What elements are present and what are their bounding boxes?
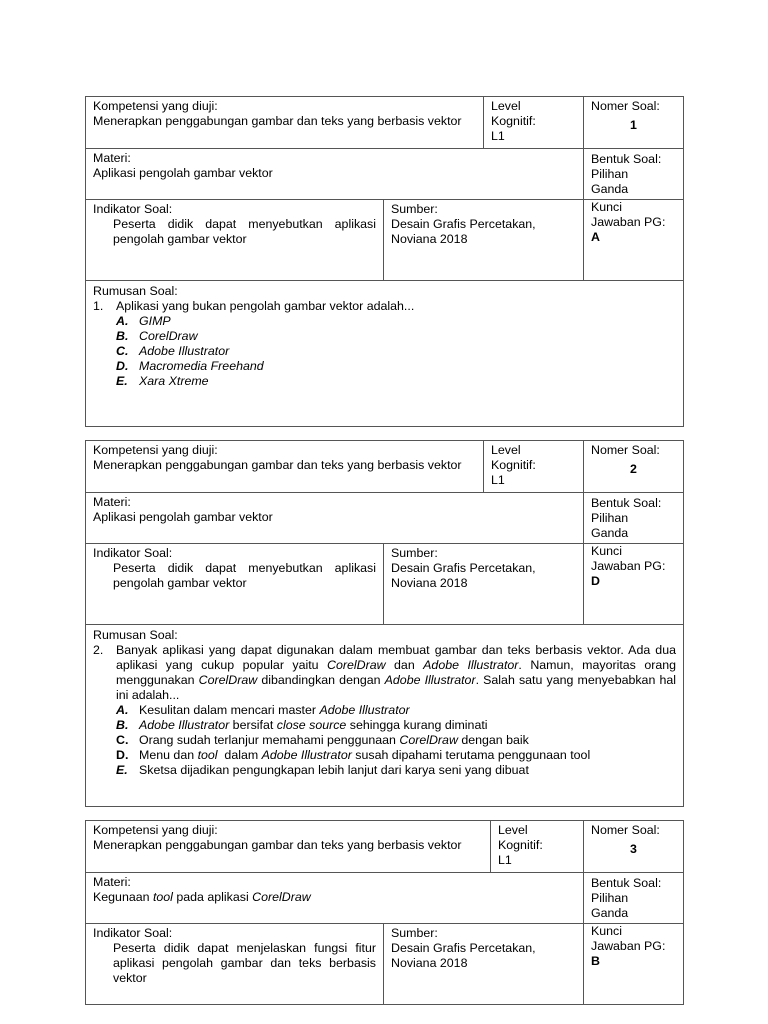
kompetensi-text: Menerapkan penggabungan gambar dan teks yang berbasis vektor xyxy=(93,458,462,472)
kognitif-label: Kognitif: xyxy=(498,838,543,852)
indikator-row xyxy=(86,924,683,1004)
nomer-value: 2 xyxy=(630,462,637,476)
indikator-text: Peserta didik dapat menyebutkan aplikasi pengolah gambar vektor xyxy=(113,217,376,246)
header-row xyxy=(86,821,683,873)
nomer-value: 1 xyxy=(630,118,637,132)
materi-text: Kegunaan tool pada aplikasi CorelDraw xyxy=(93,890,311,904)
bentuk-label: Bentuk Soal: xyxy=(591,152,662,166)
level-cell xyxy=(491,821,584,872)
bentuk-value-2: Ganda xyxy=(591,182,629,196)
level-cell xyxy=(484,97,584,148)
nomer-cell xyxy=(584,441,683,492)
kunci-cell xyxy=(584,200,683,280)
level-label: Level xyxy=(498,823,528,837)
sumber-cell xyxy=(384,924,584,1004)
level-value: L1 xyxy=(498,853,512,867)
option-letter: C. xyxy=(116,344,129,358)
rumusan-row xyxy=(86,281,683,426)
sumber-text: Desain Grafis Percetakan, Noviana 2018 xyxy=(391,217,536,246)
option-text: Orang sudah terlanjur memahami penggunaan CorelDraw dengan baik xyxy=(139,733,529,747)
kompetensi-text: Menerapkan penggabungan gambar dan teks yang berbasis vektor xyxy=(93,114,462,128)
materi-text: Aplikasi pengolah gambar vektor xyxy=(93,510,273,524)
option-text: GIMP xyxy=(139,314,171,328)
kunci-label: Kunci xyxy=(591,200,622,214)
rumusan-cell xyxy=(86,281,683,426)
option-a xyxy=(93,314,676,329)
option-letter: E. xyxy=(116,763,128,777)
materi-text: Aplikasi pengolah gambar vektor xyxy=(93,166,273,180)
kunci-cell xyxy=(584,544,683,624)
indikator-row xyxy=(86,200,683,281)
materi-label: Materi: xyxy=(93,875,131,889)
nomer-value: 3 xyxy=(630,842,637,856)
jawaban-label: Jawaban PG: xyxy=(591,215,666,229)
materi-cell xyxy=(86,149,584,199)
level-label: Level xyxy=(491,443,521,457)
option-d xyxy=(93,359,676,374)
nomer-label: Nomer Soal: xyxy=(591,823,660,837)
bentuk-value-2: Ganda xyxy=(591,526,629,540)
kognitif-label: Kognitif: xyxy=(491,114,536,128)
indikator-row xyxy=(86,544,683,625)
option-d xyxy=(93,748,676,763)
option-letter: D. xyxy=(116,748,129,762)
nomer-label: Nomer Soal: xyxy=(591,99,660,113)
option-text: Xara Xtreme xyxy=(139,374,209,388)
bentuk-cell xyxy=(584,149,683,199)
header-row xyxy=(86,97,683,149)
materi-row xyxy=(86,493,683,544)
option-letter: B. xyxy=(116,329,129,343)
kompetensi-cell xyxy=(86,97,484,148)
bentuk-value-1: Pilihan xyxy=(591,891,629,905)
option-e xyxy=(93,763,676,778)
materi-row xyxy=(86,873,683,924)
option-text: Kesulitan dalam mencari master Adobe Illustrator xyxy=(139,703,410,717)
materi-label: Materi: xyxy=(93,495,131,509)
kunci-value: B xyxy=(591,954,600,968)
option-letter: A. xyxy=(116,314,129,328)
question-text: Banyak aplikasi yang dapat digunakan dalam membuat gambar dan teks berbasis vektor. Ada dua aplikasi yang cukup popular yaitu CorelDraw dan Adobe Illustrator. Namun, mayoritas orang menggunakan CorelDraw dibandingkan dengan Adobe Illustrator. Salah satu yang menyebabkan hal ini adalah... xyxy=(116,643,677,702)
sumber-label: Sumber: xyxy=(391,202,438,216)
question-text: Aplikasi yang bukan pengolah gambar vektor adalah... xyxy=(116,299,415,313)
kunci-value: A xyxy=(591,230,600,244)
materi-row xyxy=(86,149,683,200)
question-card-1 xyxy=(85,96,684,427)
kunci-cell xyxy=(584,924,683,1004)
nomer-cell xyxy=(584,821,683,872)
question-number: 2. xyxy=(93,643,104,657)
indikator-cell xyxy=(86,924,384,1004)
bentuk-value-2: Ganda xyxy=(591,906,629,920)
question-number: 1. xyxy=(93,299,104,313)
indikator-text: Peserta didik dapat menyebutkan aplikasi pengolah gambar vektor xyxy=(113,561,376,590)
rumusan-label: Rumusan Soal: xyxy=(93,628,178,642)
sumber-label: Sumber: xyxy=(391,546,438,560)
bentuk-label: Bentuk Soal: xyxy=(591,876,662,890)
bentuk-value-1: Pilihan xyxy=(591,167,629,181)
rumusan-cell xyxy=(86,625,683,806)
kunci-value: D xyxy=(591,574,600,588)
option-letter: C. xyxy=(116,733,129,747)
bentuk-cell xyxy=(584,493,683,543)
materi-cell xyxy=(86,873,584,923)
kompetensi-label: Kompetensi yang diuji: xyxy=(93,443,218,457)
option-letter: A. xyxy=(116,703,129,717)
option-text: Sketsa dijadikan pengungkapan lebih lanjut dari karya seni yang dibuat xyxy=(139,763,529,777)
kompetensi-cell xyxy=(86,441,484,492)
sumber-text: Desain Grafis Percetakan, Noviana 2018 xyxy=(391,561,536,590)
option-letter: B. xyxy=(116,718,129,732)
sumber-label: Sumber: xyxy=(391,926,438,940)
option-a xyxy=(93,703,676,718)
question xyxy=(93,643,676,703)
kompetensi-text: Menerapkan penggabungan gambar dan teks yang berbasis vektor xyxy=(93,838,462,852)
sumber-text: Desain Grafis Percetakan, Noviana 2018 xyxy=(391,941,536,970)
indikator-label: Indikator Soal: xyxy=(93,202,173,216)
option-text: Adobe Illustrator xyxy=(139,344,230,358)
question-card-3 xyxy=(85,820,684,1005)
option-letter: D. xyxy=(116,359,129,373)
kompetensi-label: Kompetensi yang diuji: xyxy=(93,823,218,837)
sumber-cell xyxy=(384,544,584,624)
option-text: Menu dan tool dalam Adobe Illustrator susah dipahami terutama penggunaan tool xyxy=(139,748,591,762)
kognitif-label: Kognitif: xyxy=(491,458,536,472)
option-b xyxy=(93,718,676,733)
rumusan-label: Rumusan Soal: xyxy=(93,284,178,298)
level-label: Level xyxy=(491,99,521,113)
kompetensi-cell xyxy=(86,821,491,872)
bentuk-cell xyxy=(584,873,683,923)
nomer-label: Nomer Soal: xyxy=(591,443,660,457)
materi-cell xyxy=(86,493,584,543)
option-text: Macromedia Freehand xyxy=(139,359,264,373)
question-card-2 xyxy=(85,440,684,807)
indikator-label: Indikator Soal: xyxy=(93,926,173,940)
option-c xyxy=(93,733,676,748)
option-e xyxy=(93,374,676,389)
option-text: Adobe Illustrator bersifat close source sehingga kurang diminati xyxy=(139,718,488,732)
jawaban-label: Jawaban PG: xyxy=(591,939,666,953)
indikator-cell xyxy=(86,200,384,280)
kunci-label: Kunci xyxy=(591,924,622,938)
option-letter: E. xyxy=(116,374,128,388)
question xyxy=(93,299,676,314)
level-cell xyxy=(484,441,584,492)
indikator-text: Peserta didik dapat menjelaskan fungsi fitur aplikasi pengolah gambar dan teks berbasis vektor xyxy=(113,941,376,985)
bentuk-value-1: Pilihan xyxy=(591,511,629,525)
sumber-cell xyxy=(384,200,584,280)
nomer-cell xyxy=(584,97,683,148)
materi-label: Materi: xyxy=(93,151,131,165)
level-value: L1 xyxy=(491,129,505,143)
indikator-label: Indikator Soal: xyxy=(93,546,173,560)
option-c xyxy=(93,344,676,359)
rumusan-row xyxy=(86,625,683,806)
kunci-label: Kunci xyxy=(591,544,622,558)
option-text: CorelDraw xyxy=(139,329,198,343)
header-row xyxy=(86,441,683,493)
bentuk-label: Bentuk Soal: xyxy=(591,496,662,510)
option-b xyxy=(93,329,676,344)
jawaban-label: Jawaban PG: xyxy=(591,559,666,573)
indikator-cell xyxy=(86,544,384,624)
kompetensi-label: Kompetensi yang diuji: xyxy=(93,99,218,113)
level-value: L1 xyxy=(491,473,505,487)
